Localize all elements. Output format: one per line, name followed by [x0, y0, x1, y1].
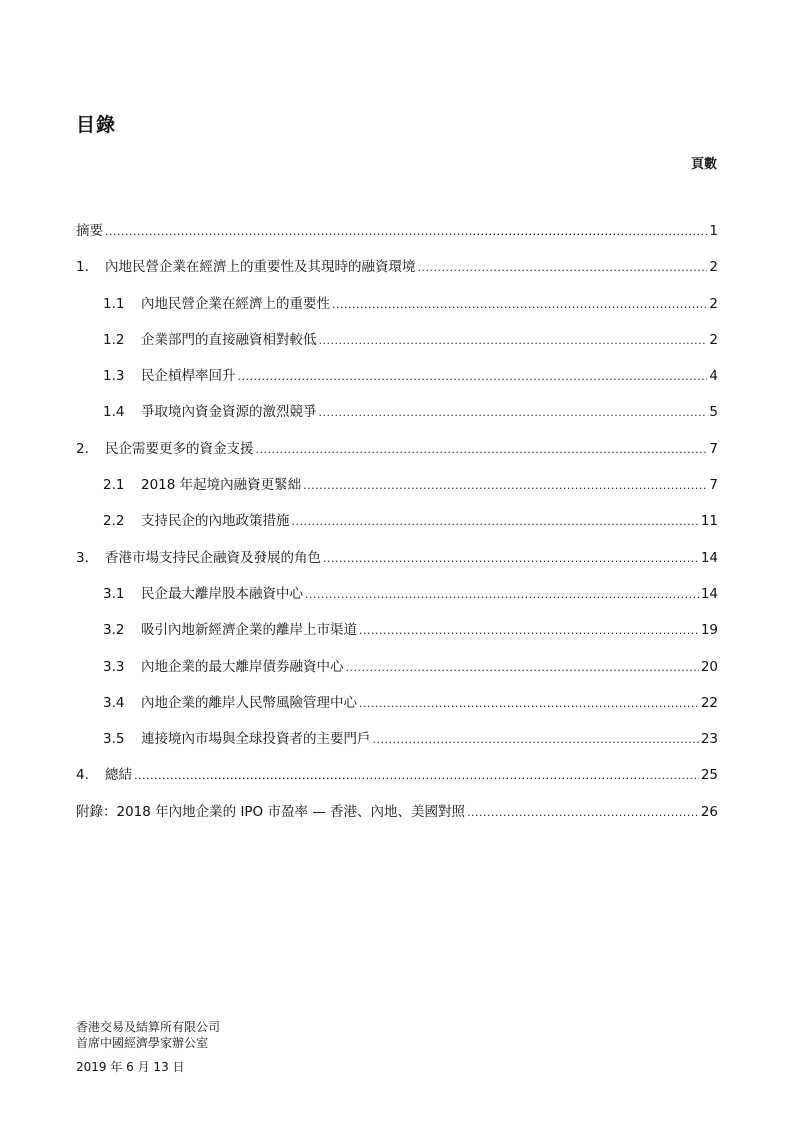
toc-entry-number: 3.1 [103, 585, 125, 602]
toc-entry[interactable] [76, 691, 718, 727]
toc-entry-page: 14 [700, 549, 718, 566]
toc-entry-label: 支持民企的內地政策措施 [141, 513, 290, 530]
toc-entry[interactable] [76, 800, 718, 836]
toc-entry-page: 22 [700, 694, 718, 711]
dot-leader [305, 588, 699, 601]
toc-entry-number: 4. [76, 767, 89, 784]
toc-entry-page: 11 [700, 513, 718, 530]
toc-entry-page: 7 [709, 440, 718, 457]
toc-entry-page: 26 [700, 803, 718, 820]
toc-entry-number: 3.3 [103, 658, 125, 675]
toc-entry-label: 爭取境內資金資源的激烈競爭 [141, 404, 317, 421]
toc-entry-page: 25 [700, 767, 718, 784]
toc-entry-number: 3.4 [103, 694, 125, 711]
toc-entry-page: 1 [709, 223, 718, 239]
dot-leader [238, 370, 708, 383]
toc-entry-label: 內地企業的最大離岸債券融資中心 [141, 658, 344, 675]
dot-leader [323, 552, 699, 565]
toc-entry-number: 3. [76, 549, 89, 566]
toc-entry-page: 7 [709, 477, 718, 494]
toc-entry-number: 1.1 [103, 295, 125, 312]
dot-leader [359, 697, 699, 710]
toc-entry[interactable] [76, 400, 718, 436]
toc-entry-label: 附錄：2018 年內地企業的 IPO 市盈率 — 香港、內地、美國對照 [76, 803, 466, 820]
toc-entry-page: 14 [700, 585, 718, 602]
toc-entry-label: 總結 [105, 767, 132, 784]
publication-date: 2019 年 6 月 13 日 [76, 1060, 185, 1074]
organization-name: 香港交易及結算所有限公司 [76, 1020, 221, 1034]
toc-entry-number: 3.5 [103, 731, 125, 748]
toc-entry-label: 內地民營企業在經濟上的重要性及其現時的融資環境 [105, 259, 416, 276]
dot-leader [418, 261, 708, 274]
toc-entry[interactable] [76, 437, 718, 473]
toc-entry[interactable] [76, 727, 718, 763]
toc-entry-page: 2 [709, 295, 718, 312]
toc-entry[interactable] [76, 618, 718, 654]
dot-leader [319, 334, 708, 347]
toc-entry-label: 連接境內市場與全球投資者的主要門戶 [141, 731, 371, 748]
toc-entry-label: 內地民營企業在經濟上的重要性 [141, 295, 330, 312]
toc-entry-number: 2.1 [103, 477, 125, 494]
page-title: 目錄 [76, 114, 117, 136]
dot-leader [346, 661, 699, 674]
toc-entry-page: 20 [700, 658, 718, 675]
toc-entry[interactable] [76, 582, 718, 618]
dot-leader [303, 479, 707, 492]
toc-entry[interactable] [76, 292, 718, 328]
toc-entry[interactable] [76, 364, 718, 400]
page-number-header: 頁數 [690, 157, 717, 172]
toc-entry[interactable] [76, 546, 718, 582]
toc-entry[interactable] [76, 328, 718, 364]
toc-entry[interactable] [76, 655, 718, 691]
toc-entry-label: 民企最大離岸股本融資中心 [141, 585, 303, 602]
toc-entry-number: 1.2 [103, 331, 125, 348]
toc-entry-label: 內地企業的離岸人民幣風險管理中心 [141, 694, 357, 711]
toc-entry-page: 2 [709, 331, 718, 348]
dot-leader [359, 624, 699, 637]
toc-entry-label: 摘要 [76, 223, 103, 239]
toc-entry-number: 1.3 [103, 368, 125, 385]
table-of-contents [76, 219, 718, 836]
dot-leader [105, 225, 707, 238]
toc-entry-label: 吸引內地新經濟企業的離岸上市渠道 [141, 622, 357, 639]
dot-leader [292, 515, 699, 528]
toc-entry-page: 5 [709, 404, 718, 421]
toc-entry-page: 4 [709, 368, 718, 385]
footer [76, 1019, 220, 1075]
dot-leader [467, 806, 699, 819]
toc-entry-number: 3.2 [103, 622, 125, 639]
dot-leader [319, 406, 708, 419]
toc-entry-page: 2 [709, 259, 718, 276]
toc-entry-label: 民企需要更多的資金支援 [105, 440, 254, 457]
toc-entry-number: 1. [76, 259, 89, 276]
toc-entry-page: 23 [700, 731, 718, 748]
toc-entry-number: 1.4 [103, 404, 125, 421]
toc-entry-page: 19 [700, 622, 718, 639]
dot-leader [373, 733, 699, 746]
toc-entry-label: 香港市場支持民企融資及發展的角色 [105, 549, 321, 566]
toc-entry[interactable] [76, 763, 718, 799]
dot-leader [134, 769, 699, 782]
dot-leader [256, 443, 708, 456]
toc-entry[interactable] [76, 473, 718, 509]
toc-entry[interactable] [76, 219, 718, 255]
dot-leader [332, 298, 707, 311]
toc-entry-label: 民企槓桿率回升 [141, 368, 236, 385]
toc-entry-number: 2.2 [103, 513, 125, 530]
toc-entry-number: 2. [76, 440, 89, 457]
toc-entry-label: 企業部門的直接融資相對較低 [141, 331, 317, 348]
office-name: 首席中國經濟學家辦公室 [76, 1036, 209, 1050]
toc-entry-label: 2018 年起境內融資更緊絀 [141, 477, 302, 494]
toc-entry[interactable] [76, 509, 718, 545]
toc-entry[interactable] [76, 255, 718, 291]
